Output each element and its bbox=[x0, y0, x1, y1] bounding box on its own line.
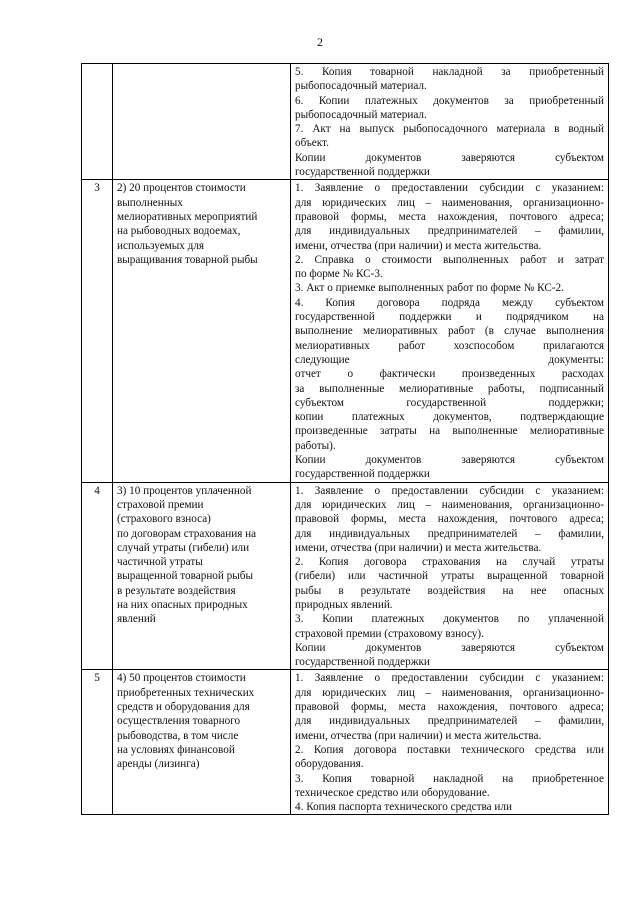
document-line: 2. Копия договора поставки технического средства или bbox=[295, 743, 604, 756]
subsidy-line: мелиоративных мероприятий bbox=[117, 210, 258, 223]
required-documents bbox=[291, 180, 609, 482]
subsidy-line: случай утраты (гибели) или bbox=[117, 541, 250, 554]
certification-note bbox=[295, 453, 604, 467]
documents-table bbox=[81, 63, 609, 815]
certification-note-tail: государственной поддержки bbox=[295, 656, 430, 669]
subsidy-description bbox=[113, 64, 291, 180]
row-number: 4 bbox=[82, 482, 113, 670]
subsidy-line: осуществления товарного bbox=[117, 715, 241, 728]
subsidy-line: выращенной товарной рыбы bbox=[117, 570, 254, 583]
required-documents bbox=[291, 482, 609, 670]
document-line: оборудования. bbox=[295, 758, 364, 771]
certification-word: заверяются bbox=[461, 454, 515, 467]
subsidy-line: явлений bbox=[117, 613, 156, 626]
document-line: для юридических лиц – наименования, организационно- bbox=[295, 686, 604, 699]
subsidy-line: частичной утраты bbox=[117, 556, 203, 569]
document-line: 3. Копии платежных документов по уплаченной bbox=[295, 613, 604, 626]
document-line: 1. Заявление о предоставлении субсидии с указанием: bbox=[295, 182, 604, 195]
subsidy-line: (страхового взноса) bbox=[117, 513, 211, 526]
subsidy-description bbox=[113, 180, 291, 482]
table-row bbox=[82, 482, 609, 670]
document-line: 5. Копия товарной накладной за приобретенный bbox=[295, 66, 604, 78]
subsidy-line: на них опасных природных bbox=[117, 598, 248, 611]
certification-note-tail: государственной поддержки bbox=[295, 468, 430, 481]
document-line: за выполненные мелиоративные работы, подписанный bbox=[295, 382, 604, 395]
page-number: 2 bbox=[317, 35, 323, 49]
document-line: рыбопосадочный материал. bbox=[295, 80, 427, 93]
document-line: 4. Копия паспорта технического средства или bbox=[295, 801, 512, 814]
subsidy-line: средств и оборудования для bbox=[117, 701, 250, 714]
document-line: страховой премии (страховому взносу). bbox=[295, 627, 484, 640]
document-line: для индивидуальных предпринимателей – фамилии, bbox=[295, 527, 604, 540]
document-line: 1. Заявление о предоставлении субсидии с указанием: bbox=[295, 672, 604, 685]
certification-word: субъектом bbox=[555, 641, 604, 654]
document-line: мелиоративных работ хозспособом прилагаются bbox=[295, 339, 604, 352]
document-line: работы). bbox=[295, 439, 336, 452]
document-line: рыбы в результате воздействия на нее опасных bbox=[295, 584, 604, 597]
document-line: произведенные затраты на выполненные мелиоративные bbox=[295, 425, 604, 438]
subsidy-line: на рыбоводных водоемах, bbox=[117, 225, 241, 238]
subsidy-line: приобретенных технических bbox=[117, 686, 255, 699]
subsidy-line: 4) 50 процентов стоимости bbox=[117, 672, 246, 685]
document-line: природных явлений. bbox=[295, 598, 393, 611]
document-line: правовой формы, места нахождения, почтового адреса; bbox=[295, 513, 604, 526]
document-line: 3. Копия товарной накладной на приобретенное bbox=[295, 772, 604, 785]
row-number bbox=[82, 64, 113, 180]
subsidy-line: 3) 10 процентов уплаченной bbox=[117, 484, 252, 497]
certification-word: субъектом bbox=[555, 151, 604, 164]
table-row bbox=[82, 670, 609, 815]
document-line: рыбопосадочный материал. bbox=[295, 108, 427, 121]
certification-note bbox=[295, 151, 604, 165]
row-number: 3 bbox=[82, 180, 113, 482]
subsidy-line: выращивания товарной рыбы bbox=[117, 253, 258, 266]
document-line: 2. Справка о стоимости выполненных работ и затрат bbox=[295, 253, 604, 266]
certification-note-tail: государственной поддержки bbox=[295, 166, 430, 179]
subsidy-line: аренды (лизинга) bbox=[117, 758, 200, 771]
document-line: копии платежных документов, подтверждающие bbox=[295, 411, 604, 424]
certification-word: документов bbox=[365, 641, 422, 654]
subsidy-line: по договорам страхования на bbox=[117, 527, 257, 540]
document-line: 2. Копия договора страхования на случай утраты bbox=[295, 556, 604, 569]
document-line: выполнение мелиоративных работ (в случае выполнения bbox=[295, 325, 604, 338]
required-documents bbox=[291, 64, 609, 180]
document-line: 6. Копии платежных документов за приобретенный bbox=[295, 94, 604, 107]
table-row bbox=[82, 64, 609, 180]
table-row bbox=[82, 180, 609, 482]
certification-word: документов bbox=[365, 151, 422, 164]
document-line: отчет о фактически произведенных расходах bbox=[295, 368, 604, 381]
document-line: техническое средство или оборудование. bbox=[295, 786, 490, 799]
document-line: (гибели) или частичной утраты выращенной товарной bbox=[295, 570, 604, 583]
row-number: 5 bbox=[82, 670, 113, 815]
document-line: по форме № КС-3. bbox=[295, 268, 383, 281]
certification-word: документов bbox=[365, 454, 422, 467]
document-line: правовой формы, места нахождения, почтового адреса; bbox=[295, 701, 604, 714]
certification-word: Копии bbox=[295, 151, 326, 164]
document-line: 7. Акт на выпуск рыбопосадочного материала в водный bbox=[295, 123, 604, 136]
subsidy-line: выполненных bbox=[117, 196, 183, 209]
document-line: 1. Заявление о предоставлении субсидии с указанием: bbox=[295, 484, 604, 497]
document-line: для юридических лиц – наименования, организационно- bbox=[295, 498, 604, 511]
document-line: 3. Акт о приемке выполненных работ по форме № КС-2. bbox=[295, 282, 564, 295]
document-line: объект. bbox=[295, 137, 329, 150]
subsidy-line: на условиях финансовой bbox=[117, 743, 235, 756]
document-line: имени, отчества (при наличии) и места жительства. bbox=[295, 729, 542, 742]
certification-word: субъектом bbox=[555, 454, 604, 467]
document-line: следующие документы: bbox=[295, 353, 604, 366]
document-line: имени, отчества (при наличии) и места жительства. bbox=[295, 541, 542, 554]
certification-word: заверяются bbox=[461, 151, 515, 164]
document-line: для индивидуальных предпринимателей – фамилии, bbox=[295, 225, 604, 238]
document-line: государственной поддержки и подрядчиком на bbox=[295, 311, 604, 324]
subsidy-description bbox=[113, 482, 291, 670]
document-line: субъектом государственной поддержки; bbox=[295, 396, 604, 409]
document-line: для юридических лиц – наименования, организационно- bbox=[295, 196, 604, 209]
document-line: 4. Копия договора подряда между субъектом bbox=[295, 296, 604, 309]
subsidy-line: рыбоводства, в том числе bbox=[117, 729, 239, 742]
subsidy-line: используемых для bbox=[117, 239, 205, 252]
subsidy-description bbox=[113, 670, 291, 815]
subsidy-line: страховой премии bbox=[117, 498, 204, 511]
certification-note bbox=[295, 641, 604, 655]
certification-word: Копии bbox=[295, 641, 326, 654]
document-line: для индивидуальных предпринимателей – фамилии, bbox=[295, 715, 604, 728]
subsidy-line: в результате воздействия bbox=[117, 584, 236, 597]
required-documents bbox=[291, 670, 609, 815]
certification-word: Копии bbox=[295, 454, 326, 467]
certification-word: заверяются bbox=[461, 641, 515, 654]
document-line: имени, отчества (при наличии) и места жительства. bbox=[295, 239, 542, 252]
document-line: правовой формы, места нахождения, почтового адреса; bbox=[295, 210, 604, 223]
subsidy-line: 2) 20 процентов стоимости bbox=[117, 182, 246, 195]
